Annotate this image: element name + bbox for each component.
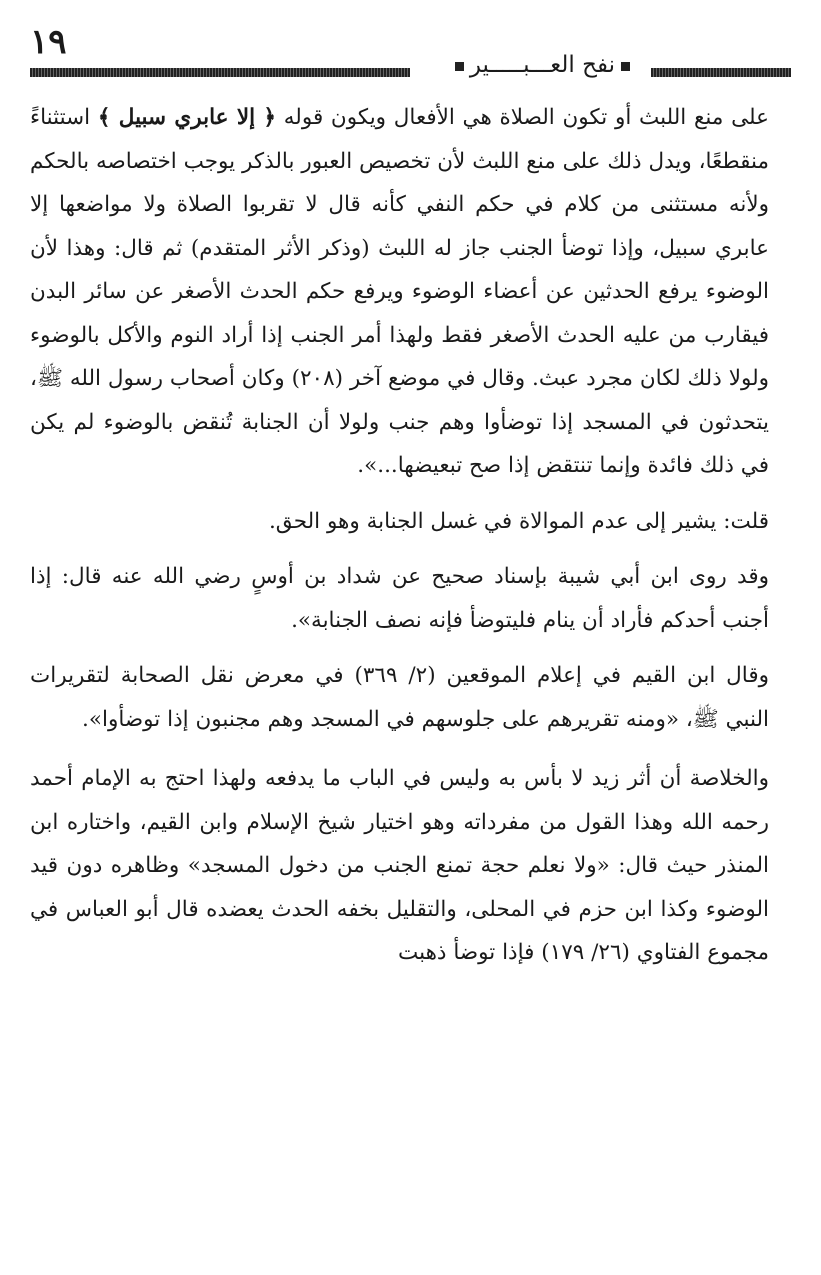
header-rule-left [30,68,410,77]
quran-verse: ﴿ إلا عابري سبيل ﴾ [97,105,277,130]
header-rule-right [651,68,791,77]
page-number: ١٩ [30,22,67,62]
paragraph-3: وقد روى ابن أبي شيبة بإسناد صحيح عن شداد بن أوسٍ رضي الله عنه قال: إذا أجنب أحدكم فأراد أن ينام فليتوضأ فإنه نصف الجنابة». [30,564,769,633]
paragraph-4: وقال ابن القيم في إعلام الموقعين (٢/ ٣٦٩) في معرض نقل الصحابة لتقريرات النبي ﷺ، «ومنه تقريرهم على جلوسهم في المسجد وهم مجنبون إذا توضأوا». [30,663,770,732]
header-ornament-right [621,62,630,71]
running-header [30,52,791,92]
header-title-text: نفح العـــبـــــير [469,52,615,78]
header-ornament-left [455,62,464,71]
paragraph-1-text-a: على منع اللبث أو تكون الصلاة هي الأفعال ويكون قوله [276,105,769,130]
paragraph-1 [30,96,769,488]
header-title [449,52,636,78]
paragraph-2: قلت: يشير إلى عدم الموالاة في غسل الجنابة وهو الحق. [268,508,769,534]
page-body [30,96,769,975]
paragraph-1-text-b: استثناءً منقطعًا، ويدل ذلك على منع اللبث لأن تخصيص العبور بالذكر يوجب اختصاصه بالحكم ولأنه مستثنى من كلام في حكم النفي كأنه قال لا تقربوا الصلاة ولا مواضعها إلا عابري سبيل، وإذا توضأ الجنب جاز له اللبث (وذكر الأثر المتقدم) ثم قال: وهذا لأن الوضوء يرفع الحدثين عن أعضاء الوضوء ويرفع حكم الحدث الأصغر عن سائر البدن فيقارب من عليه الحدث الأصغر فقط ولهذا أمر الجنب إذا أراد النوم والأكل بالوضوء ولولا ذلك لكان مجرد عبث. وقال في موضع آخر (٢٠٨) وكان أصحاب رسول الله ﷺ، يتحدثون في المسجد إذا توضأوا وهم جنب ولولا أن الجنابة تُنقض بالوضوء لم يكن في ذلك فائدة وإنما تنتقض إذا صح تبعيضها...». [30,105,770,478]
paragraph-5: والخلاصة أن أثر زيد لا بأس به وليس في الباب ما يدفعه ولهذا احتج به الإمام أحمد رحمه الله وهذا القول من مفرداته وهو اختيار شيخ الإسلام وابن القيم، واختاره ابن المنذر حيث قال: «ولا نعلم حجة تمنع الجنب من دخول المسجد» وظاهره دون قيد الوضوء وكذا ابن حزم في المحلى، والتقليل بخفه الحدث يعضده قال أبو العباس في مجموع الفتاوي (٢٦/ ١٧٩) فإذا توضأ ذهبت [30,766,769,965]
